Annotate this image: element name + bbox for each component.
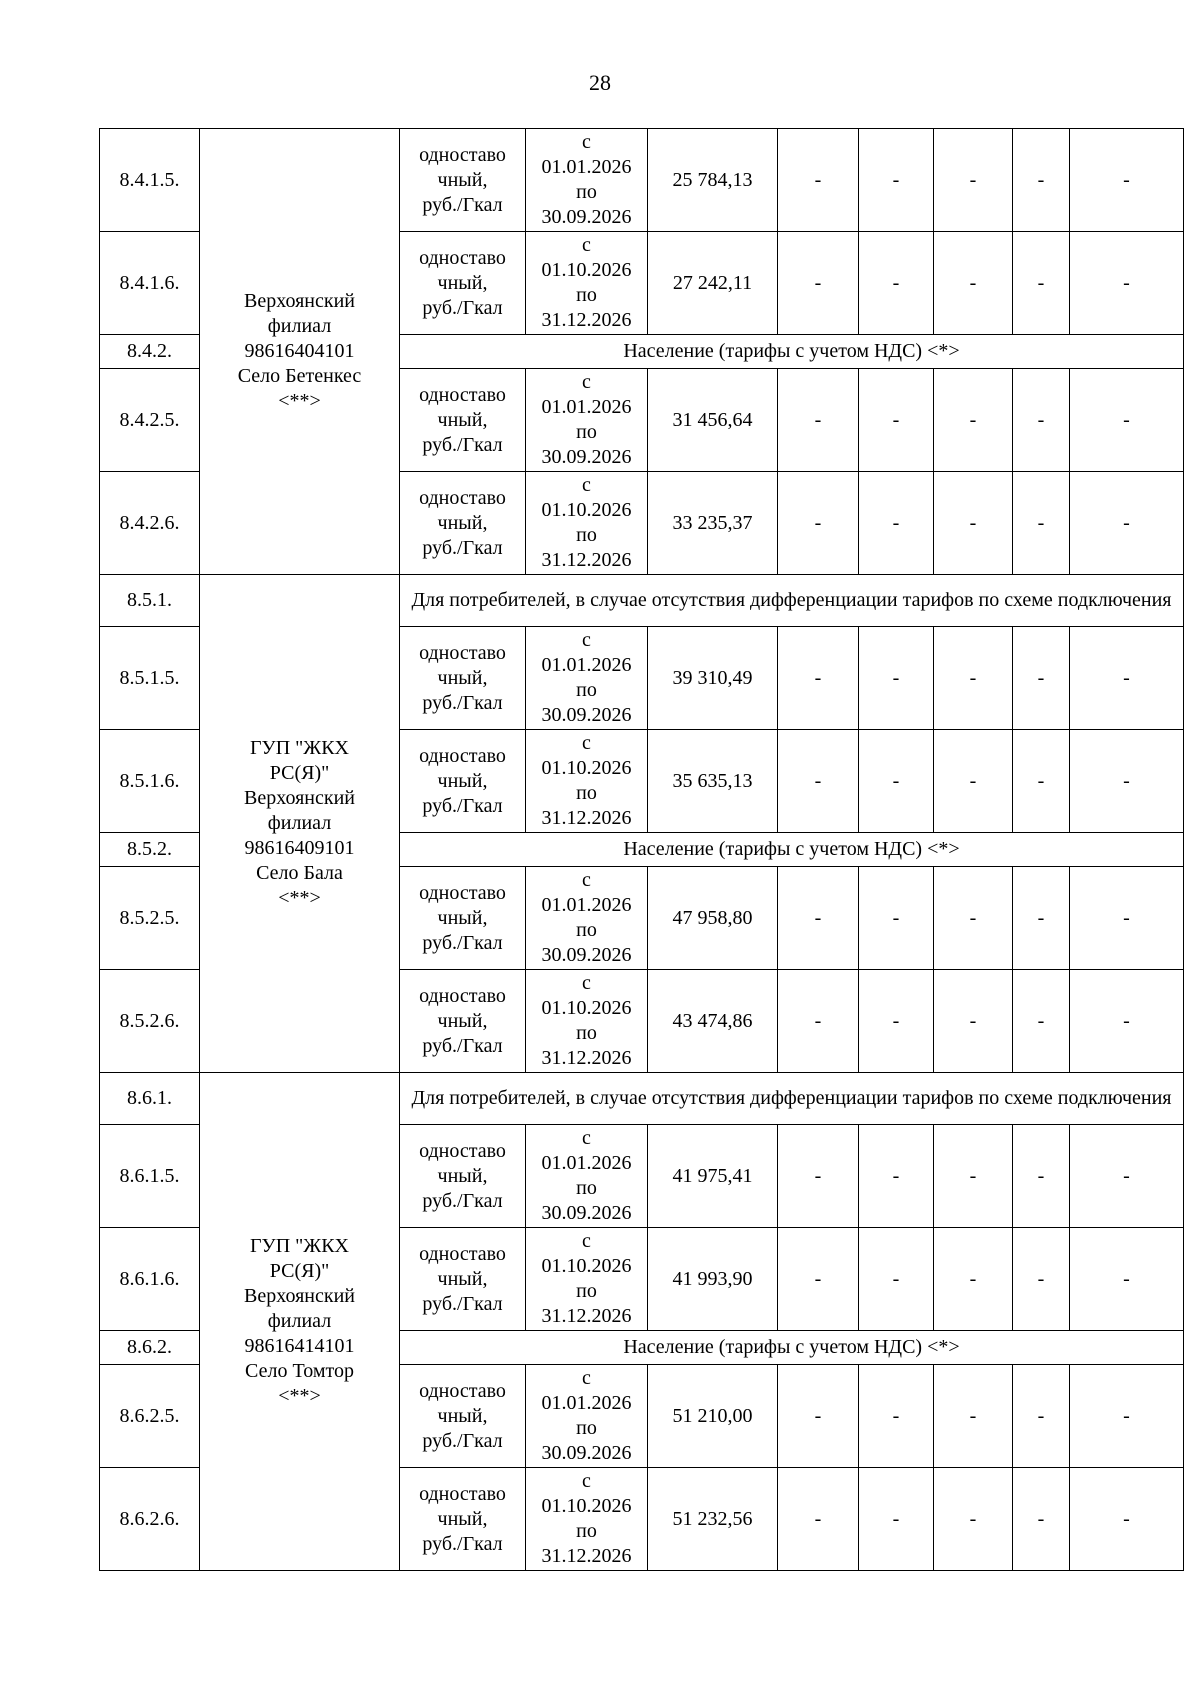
- empty-value-cell: -: [934, 627, 1013, 730]
- empty-value-cell: -: [1070, 369, 1184, 472]
- empty-value-cell: -: [859, 970, 934, 1073]
- page-number: 28: [589, 70, 611, 95]
- empty-value-cell: -: [778, 232, 859, 335]
- empty-value-cell: -: [859, 472, 934, 575]
- tariff-type: одноставо чный, руб./Гкал: [400, 369, 526, 472]
- section-title: Население (тарифы с учетом НДС) <*>: [400, 1331, 1184, 1365]
- empty-value-cell: -: [778, 369, 859, 472]
- empty-value-cell: -: [859, 129, 934, 232]
- section-title: Население (тарифы с учетом НДС) <*>: [400, 335, 1184, 369]
- empty-value-cell: -: [934, 472, 1013, 575]
- row-number: 8.5.2.: [100, 833, 200, 867]
- empty-value-cell: -: [859, 730, 934, 833]
- empty-value-cell: -: [1070, 1365, 1184, 1468]
- section-title: Для потребителей, в случае отсутствия дифференциации тарифов по схеме подключения: [400, 1073, 1184, 1125]
- empty-value-cell: -: [1070, 1228, 1184, 1331]
- row-number: 8.6.1.5.: [100, 1125, 200, 1228]
- empty-value-cell: -: [778, 129, 859, 232]
- section-row: [100, 575, 1184, 627]
- row-number: 8.4.1.6.: [100, 232, 200, 335]
- row-number: 8.5.2.5.: [100, 867, 200, 970]
- tariff-type: одноставо чный, руб./Гкал: [400, 1468, 526, 1571]
- row-number: 8.5.1.: [100, 575, 200, 627]
- tariff-period: с 01.01.2026 по 30.09.2026: [526, 129, 648, 232]
- empty-value-cell: -: [778, 730, 859, 833]
- empty-value-cell: -: [1013, 1365, 1070, 1468]
- empty-value-cell: -: [859, 1125, 934, 1228]
- row-number: 8.6.1.6.: [100, 1228, 200, 1331]
- empty-value-cell: -: [934, 129, 1013, 232]
- empty-value-cell: -: [859, 232, 934, 335]
- tariff-period: с 01.10.2026 по 31.12.2026: [526, 730, 648, 833]
- empty-value-cell: -: [859, 1468, 934, 1571]
- tariff-value: 41 975,41: [648, 1125, 778, 1228]
- empty-value-cell: -: [934, 1228, 1013, 1331]
- empty-value-cell: -: [778, 1365, 859, 1468]
- tariff-value: 51 210,00: [648, 1365, 778, 1468]
- tariff-type: одноставо чный, руб./Гкал: [400, 1228, 526, 1331]
- tariff-type: одноставо чный, руб./Гкал: [400, 1125, 526, 1228]
- tariff-type: одноставо чный, руб./Гкал: [400, 472, 526, 575]
- tariff-value: 27 242,11: [648, 232, 778, 335]
- empty-value-cell: -: [934, 369, 1013, 472]
- tariff-type: одноставо чный, руб./Гкал: [400, 730, 526, 833]
- organization-cell: Верхоянский филиал 98616404101 Село Бетенкес <**>: [200, 129, 400, 575]
- tariff-value: 33 235,37: [648, 472, 778, 575]
- tariff-period: с 01.01.2026 по 30.09.2026: [526, 369, 648, 472]
- empty-value-cell: -: [778, 1125, 859, 1228]
- empty-value-cell: -: [934, 1468, 1013, 1571]
- empty-value-cell: -: [1070, 970, 1184, 1073]
- empty-value-cell: -: [778, 867, 859, 970]
- empty-value-cell: -: [859, 627, 934, 730]
- empty-value-cell: -: [1013, 472, 1070, 575]
- empty-value-cell: -: [1070, 1468, 1184, 1571]
- section-row: [100, 1073, 1184, 1125]
- tariff-period: с 01.01.2026 по 30.09.2026: [526, 1365, 648, 1468]
- empty-value-cell: -: [934, 232, 1013, 335]
- row-number: 8.4.2.: [100, 335, 200, 369]
- empty-value-cell: -: [1013, 1468, 1070, 1571]
- tariff-value: 39 310,49: [648, 627, 778, 730]
- tariff-period: с 01.01.2026 по 30.09.2026: [526, 1125, 648, 1228]
- empty-value-cell: -: [859, 1228, 934, 1331]
- row-number: 8.4.2.5.: [100, 369, 200, 472]
- tariff-value: 35 635,13: [648, 730, 778, 833]
- organization-cell: ГУП "ЖКХ РС(Я)" Верхоянский филиал 98616409101 Село Бала <**>: [200, 575, 400, 1073]
- tariff-value: 31 456,64: [648, 369, 778, 472]
- tariff-type: одноставо чный, руб./Гкал: [400, 867, 526, 970]
- tariff-value: 47 958,80: [648, 867, 778, 970]
- row-number: 8.6.2.5.: [100, 1365, 200, 1468]
- tariff-table: [99, 128, 1184, 1571]
- tariff-period: с 01.01.2026 по 30.09.2026: [526, 627, 648, 730]
- empty-value-cell: -: [778, 1228, 859, 1331]
- tariff-value: 41 993,90: [648, 1228, 778, 1331]
- empty-value-cell: -: [1070, 730, 1184, 833]
- empty-value-cell: -: [934, 1125, 1013, 1228]
- tariff-value: 25 784,13: [648, 129, 778, 232]
- row-number: 8.5.1.5.: [100, 627, 200, 730]
- empty-value-cell: -: [1070, 627, 1184, 730]
- empty-value-cell: -: [1070, 1125, 1184, 1228]
- tariff-period: с 01.01.2026 по 30.09.2026: [526, 867, 648, 970]
- tariff-value: 51 232,56: [648, 1468, 778, 1571]
- empty-value-cell: -: [934, 867, 1013, 970]
- tariff-period: с 01.10.2026 по 31.12.2026: [526, 1468, 648, 1571]
- tariff-period: с 01.10.2026 по 31.12.2026: [526, 472, 648, 575]
- tariff-type: одноставо чный, руб./Гкал: [400, 627, 526, 730]
- row-number: 8.6.2.: [100, 1331, 200, 1365]
- organization-cell: ГУП "ЖКХ РС(Я)" Верхоянский филиал 98616414101 Село Томтор <**>: [200, 1073, 400, 1571]
- empty-value-cell: -: [1013, 369, 1070, 472]
- row-number: 8.4.1.5.: [100, 129, 200, 232]
- empty-value-cell: -: [1013, 867, 1070, 970]
- empty-value-cell: -: [778, 970, 859, 1073]
- empty-value-cell: -: [934, 1365, 1013, 1468]
- empty-value-cell: -: [1013, 627, 1070, 730]
- empty-value-cell: -: [859, 1365, 934, 1468]
- empty-value-cell: -: [934, 730, 1013, 833]
- empty-value-cell: -: [1070, 232, 1184, 335]
- tariff-type: одноставо чный, руб./Гкал: [400, 129, 526, 232]
- tariff-type: одноставо чный, руб./Гкал: [400, 970, 526, 1073]
- empty-value-cell: -: [1013, 730, 1070, 833]
- tariff-period: с 01.10.2026 по 31.12.2026: [526, 1228, 648, 1331]
- row-number: 8.6.1.: [100, 1073, 200, 1125]
- row-number: 8.4.2.6.: [100, 472, 200, 575]
- empty-value-cell: -: [1013, 1125, 1070, 1228]
- empty-value-cell: -: [1013, 129, 1070, 232]
- section-title: Население (тарифы с учетом НДС) <*>: [400, 833, 1184, 867]
- empty-value-cell: -: [778, 627, 859, 730]
- empty-value-cell: -: [778, 1468, 859, 1571]
- empty-value-cell: -: [1070, 472, 1184, 575]
- empty-value-cell: -: [934, 970, 1013, 1073]
- row-number: 8.5.1.6.: [100, 730, 200, 833]
- tariff-period: с 01.10.2026 по 31.12.2026: [526, 970, 648, 1073]
- row-number: 8.6.2.6.: [100, 1468, 200, 1571]
- empty-value-cell: -: [1013, 232, 1070, 335]
- tariff-period: с 01.10.2026 по 31.12.2026: [526, 232, 648, 335]
- table-row: [100, 129, 1184, 232]
- tariff-type: одноставо чный, руб./Гкал: [400, 232, 526, 335]
- section-title: Для потребителей, в случае отсутствия дифференциации тарифов по схеме подключения: [400, 575, 1184, 627]
- empty-value-cell: -: [1013, 970, 1070, 1073]
- empty-value-cell: -: [859, 867, 934, 970]
- empty-value-cell: -: [1070, 867, 1184, 970]
- empty-value-cell: -: [1013, 1228, 1070, 1331]
- row-number: 8.5.2.6.: [100, 970, 200, 1073]
- empty-value-cell: -: [778, 472, 859, 575]
- tariff-type: одноставо чный, руб./Гкал: [400, 1365, 526, 1468]
- empty-value-cell: -: [1070, 129, 1184, 232]
- empty-value-cell: -: [859, 369, 934, 472]
- tariff-value: 43 474,86: [648, 970, 778, 1073]
